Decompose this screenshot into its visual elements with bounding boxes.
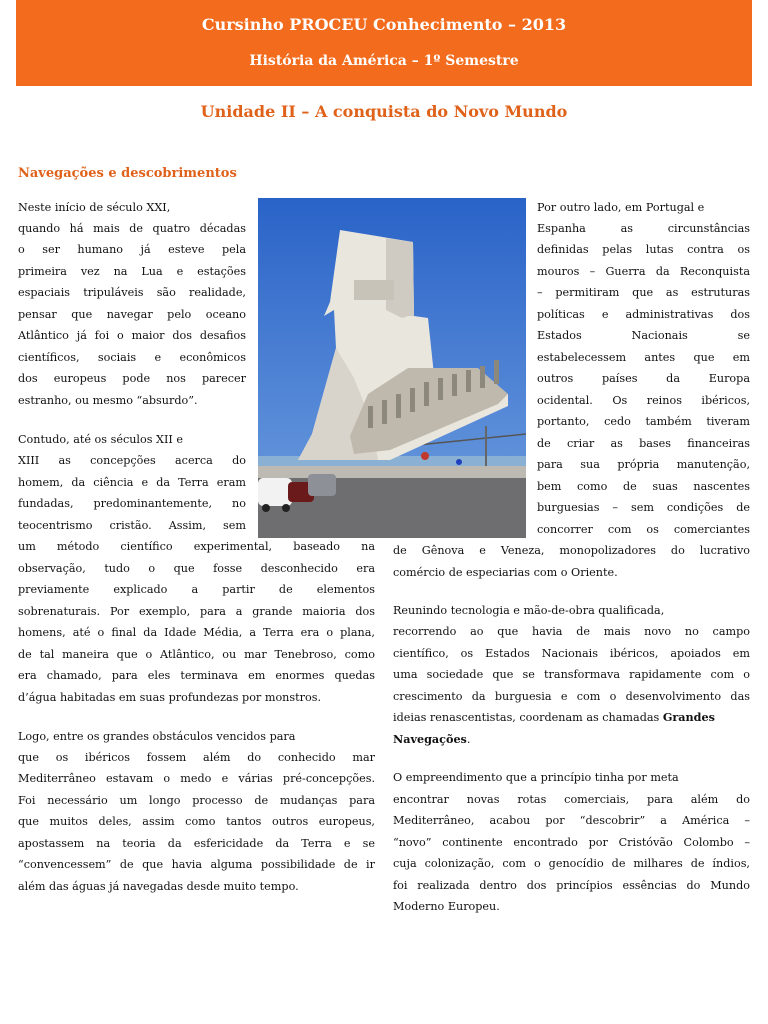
left-line: XIII as concepções acerca do [18, 454, 246, 467]
left-line: espaciais tripuláveis são realidade, [18, 286, 246, 299]
bold-phrase: Navegações [393, 732, 467, 746]
left-line: Mediterrâneo estavam o medo e várias pré-concepções. [18, 772, 375, 785]
left-line: além das águas já navegadas desde muito tempo. [18, 880, 299, 893]
right-line: portanto, cedo também tiveram [537, 415, 750, 428]
right-line: encontrar novas rotas comerciais, para além do [393, 793, 750, 806]
right-line: Espanha as circunstâncias [537, 222, 750, 235]
right-line: Mediterrâneo, acabou por “descobrir” a América – [393, 814, 750, 827]
right-line: foi realizada dentro dos princípios essências do Mundo [393, 879, 750, 892]
right-line: estabelecessem antes que em [537, 351, 750, 364]
left-line: Contudo, até os séculos XII e [18, 433, 184, 446]
left-line: homem, da ciência e da Terra eram [18, 476, 246, 489]
left-line: pensar que navegar pelo oceano [18, 308, 246, 321]
left-line: o ser humano já esteve pela [18, 243, 246, 256]
right-line: para sua própria manutenção, [537, 458, 750, 471]
left-line: previamente explicado a partir de elementos [18, 583, 375, 596]
left-line: d’água habitadas em suas profundezas por monstros. [18, 691, 321, 704]
monument-photo [258, 198, 526, 538]
right-line: Reunindo tecnologia e mão-de-obra qualificada, [393, 604, 665, 617]
right-line: cuja colonização, com o genocídio de milhares de índios, [393, 857, 750, 870]
right-line: científico, os Estados Nacionais ibéricos, apoiados em [393, 647, 750, 660]
left-line: observação, tudo o que fosse desconhecido era [18, 562, 375, 575]
right-line: Moderno Europeu. [393, 900, 500, 913]
right-line: Por outro lado, em Portugal e [537, 201, 705, 214]
left-line: Neste início de século XXI, [18, 201, 171, 214]
left-line: dos europeus pode nos parecer [18, 372, 246, 385]
right-line: comércio de especiarias com o Oriente. [393, 566, 618, 579]
left-line: teocentrismo cristão. Assim, sem [18, 519, 246, 532]
left-line: Logo, entre os grandes obstáculos vencidos para [18, 730, 296, 743]
right-line: outros países da Europa [537, 372, 750, 385]
left-line: que os ibéricos fossem além do conhecido mar [18, 751, 375, 764]
left-line: apostassem na teoria da esfericidade da Terra e se [18, 837, 375, 850]
right-line: de Gênova e Veneza, monopolizadores do lucrativo [393, 544, 750, 557]
bold-phrase: Grandes [662, 710, 715, 724]
right-line: mouros – Guerra da Reconquista [537, 265, 750, 278]
left-line: quando há mais de quatro décadas [18, 222, 246, 235]
left-line: um método científico experimental, baseado na [18, 540, 375, 553]
left-line: científicos, sociais e econômicos [18, 351, 246, 364]
right-line: O empreendimento que a princípio tinha por meta [393, 771, 679, 784]
header-subtitle: História da América – 1º Semestre [249, 53, 519, 69]
header-title: Cursinho PROCEU Conhecimento – 2013 [201, 15, 567, 34]
right-line: políticas e administrativas dos [537, 308, 750, 321]
right-line: “novo” continente encontrado por Cristóvão Colombo – [393, 836, 750, 849]
header-banner [16, 0, 752, 86]
right-line: burguesias – sem condições de [537, 501, 750, 514]
right-line: concorrer com os comerciantes [537, 523, 750, 536]
left-line: homens, até o final da Idade Média, a Terra era o plana, [18, 626, 375, 639]
left-line: era chamado, para eles terminava em enormes quedas [18, 669, 375, 682]
unit-title: Unidade II – A conquista do Novo Mundo [200, 102, 568, 121]
right-line: crescimento da burguesia e com o desenvolvimento das [393, 690, 750, 703]
right-line: uma sociedade que se transformava rapidamente com o [393, 668, 750, 681]
left-line: primeira vez na Lua e estações [18, 265, 246, 278]
left-line: de tal maneira que o Atlântico, ou mar Tenebroso, como [18, 648, 375, 661]
right-line: bem como de suas nascentes [537, 480, 750, 493]
left-line: “convencessem” de que havia alguma possibilidade de ir [18, 858, 375, 871]
left-line: sobrenaturais. Por exemplo, para a grande maioria dos [18, 605, 375, 618]
right-line-text: ideias renascentistas, coordenam as chamadas [393, 711, 663, 724]
left-line: Atlântico já foi o maior dos desafios [18, 329, 246, 342]
right-line: Estados Nacionais se [537, 329, 750, 342]
right-line-with-bold [393, 729, 750, 750]
right-line: de criar as bases financeiras [537, 437, 750, 450]
left-line: que muitos deles, assim como tantos outros europeus, [18, 815, 375, 828]
right-line: recorrendo ao que havia de mais novo no campo [393, 625, 750, 638]
section-title: Navegações e descobrimentos [18, 166, 237, 181]
left-line: estranho, ou mesmo “absurdo”. [18, 394, 198, 407]
right-line: definidas pelas lutas contra os [537, 243, 750, 256]
right-line: ocidental. Os reinos ibéricos, [537, 394, 750, 407]
left-line: Foi necessário um longo processo de mudanças para [18, 794, 375, 807]
left-line: fundadas, predominantemente, no [18, 497, 246, 510]
right-line: – permitiram que as estruturas [537, 286, 750, 299]
right-line-with-bold [393, 707, 750, 728]
right-line-text: . [466, 733, 471, 746]
